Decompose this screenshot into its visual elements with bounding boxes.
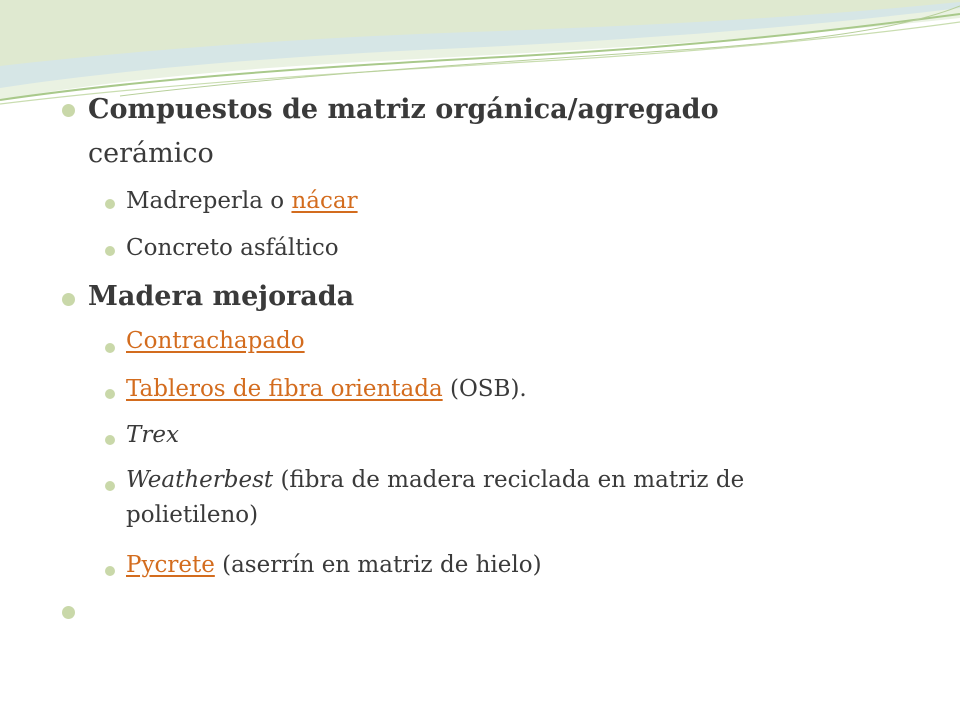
bullet-heading-continuation: cerámico [88, 138, 214, 169]
item-text: (aserrín en matriz de hielo) [214, 552, 542, 578]
item-italic: Weatherbest [126, 467, 274, 493]
bullet-level1 [62, 104, 75, 117]
bullet-level2 [105, 435, 115, 445]
bullet-item: Concreto asfáltico [126, 235, 339, 261]
bullet-level2 [105, 566, 115, 576]
link-pycrete[interactable]: Pycrete [126, 552, 215, 578]
bullet-level2 [105, 389, 115, 399]
bullet-item [126, 552, 542, 578]
bullet-heading: Madera mejorada [88, 281, 355, 312]
bullet-item-continuation: polietileno) [126, 502, 259, 528]
bullet-item [126, 376, 527, 402]
bullet-item: Trex [126, 422, 179, 448]
item-text: (OSB). [442, 376, 527, 402]
link-tableros-osb[interactable]: Tableros de fibra orientada [126, 376, 443, 402]
item-text: (fibra de madera reciclada en matriz de [273, 467, 745, 493]
link-contrachapado[interactable]: Contrachapado [126, 328, 305, 354]
bullet-level1-empty [62, 606, 75, 619]
bullet-level2 [105, 343, 115, 353]
bullet-item [126, 467, 744, 493]
item-text: Madreperla o [126, 188, 292, 214]
link-nacar[interactable]: nácar [291, 188, 358, 214]
bullet-level2 [105, 199, 115, 209]
bullet-heading: Compuestos de matriz orgánica/agregado [88, 94, 719, 125]
bullet-item [126, 328, 305, 354]
bullet-level2 [105, 481, 115, 491]
bullet-item [126, 188, 358, 214]
bullet-level2 [105, 246, 115, 256]
bullet-level1 [62, 293, 75, 306]
